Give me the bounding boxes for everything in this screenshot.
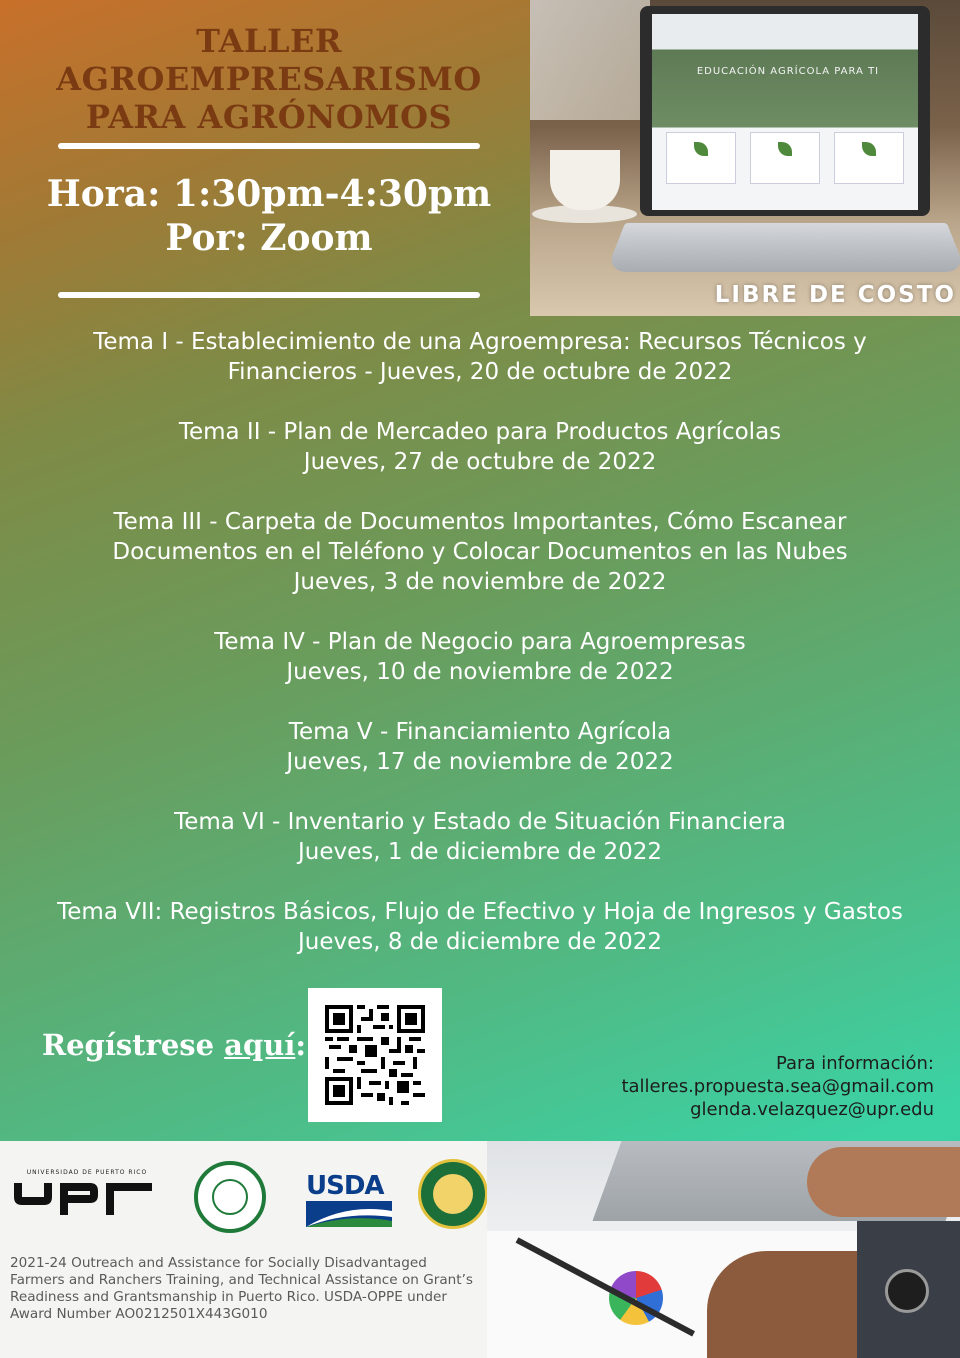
screen-heading: EDUCACIÓN AGRÍCOLA PARA TI xyxy=(696,66,880,77)
usda-field-icon xyxy=(306,1201,392,1227)
grant-text: 2021-24 Outreach and Assistance for Socially Disadvantaged Farmers and Ranchers Training, and Technical Assistance on Grant’s Readiness and Grantsmanship in Puerto Rico. USDA-OPPE under Award Number AO0212501X443G010 xyxy=(10,1255,474,1322)
typing-hand xyxy=(807,1147,960,1217)
topic-line: Tema I - Establecimiento de una Agroempresa: Recursos Técnicos y xyxy=(93,329,867,355)
contact-heading: Para información: xyxy=(775,1053,934,1074)
free-badge: LIBRE DE COSTO xyxy=(714,282,956,308)
title-line-3: PARA AGRÓNOMOS xyxy=(85,98,453,136)
topic-line: Jueves, 8 de diciembre de 2022 xyxy=(297,929,663,955)
laptop-screen xyxy=(652,14,918,210)
register-colon: : xyxy=(295,1028,307,1062)
register-text: Regístrese xyxy=(42,1028,225,1062)
seal-inner-ring xyxy=(212,1179,248,1215)
contact-email-gmail[interactable]: talleres.propuesta.sea@gmail.com xyxy=(621,1076,934,1097)
topic-line: Jueves, 10 de noviembre de 2022 xyxy=(286,659,674,685)
topic-line: Financieros - Jueves, 20 de octubre de 2022 xyxy=(227,359,733,385)
screen-card xyxy=(666,132,736,184)
topic-line: Tema IV - Plan de Negocio para Agroempresas xyxy=(214,629,746,655)
contact-email-upr[interactable]: glenda.velazquez@upr.edu xyxy=(690,1099,934,1120)
topic-line: Jueves, 3 de noviembre de 2022 xyxy=(293,569,667,595)
footer-sponsors xyxy=(0,1141,487,1358)
upr-logo xyxy=(12,1169,162,1223)
topic-line: Tema III - Carpeta de Documentos Importantes, Cómo Escanear xyxy=(113,509,847,535)
topic-line: Tema VI - Inventario y Estado de Situación Financiera xyxy=(174,809,786,835)
wristwatch-icon xyxy=(885,1269,929,1313)
topic-item xyxy=(0,417,960,477)
window-light xyxy=(530,0,650,120)
workshop-title xyxy=(30,22,508,136)
contact-info xyxy=(621,1052,934,1121)
topic-line: Tema VII: Registros Básicos, Flujo de Efectivo y Hoja de Ingresos y Gastos xyxy=(57,899,903,925)
session-info xyxy=(30,172,508,260)
title-line-1: TALLER xyxy=(196,22,342,60)
screen-card xyxy=(750,132,820,184)
upr-caption: UNIVERSIDAD DE PUERTO RICO xyxy=(26,1169,148,1176)
title-line-2: AGROEMPRESARISMO xyxy=(56,60,482,98)
coffee-cup-icon xyxy=(550,150,620,210)
session-time: Hora: 1:30pm-4:30pm xyxy=(46,173,492,215)
topic-item xyxy=(0,627,960,687)
colegio-agronomos-seal-icon xyxy=(418,1159,488,1229)
session-platform: Por: Zoom xyxy=(165,217,373,259)
topic-line: Documentos en el Teléfono y Colocar Documentos en las Nubes xyxy=(112,539,848,565)
topic-line: Jueves, 27 de octubre de 2022 xyxy=(303,449,657,475)
topic-line: Tema II - Plan de Mercadeo para Productos Agrícolas xyxy=(178,419,782,445)
finance-photo xyxy=(487,1141,960,1358)
topic-item xyxy=(0,507,960,597)
topic-item xyxy=(0,897,960,957)
topic-line: Jueves, 17 de noviembre de 2022 xyxy=(286,749,674,775)
usda-text: USDA xyxy=(306,1171,384,1201)
screen-card xyxy=(834,132,904,184)
topic-item xyxy=(0,717,960,777)
registration-qr-code[interactable] xyxy=(308,988,442,1122)
topics-list xyxy=(0,327,960,987)
register-label xyxy=(42,1028,306,1062)
usda-logo xyxy=(306,1171,392,1229)
laptop-photo xyxy=(530,0,960,316)
divider-bottom xyxy=(58,292,480,298)
divider-top xyxy=(58,143,480,149)
topic-line: Jueves, 1 de diciembre de 2022 xyxy=(297,839,663,865)
laptop-keyboard xyxy=(606,223,960,272)
register-link[interactable]: aquí xyxy=(224,1028,296,1062)
topic-line: Tema V - Financiamiento Agrícola xyxy=(288,719,672,745)
rum-seal-icon xyxy=(194,1161,266,1233)
seal-inner-ring xyxy=(433,1174,473,1214)
topic-item xyxy=(0,327,960,387)
topic-item xyxy=(0,807,960,867)
upr-wordmark-icon xyxy=(12,1179,162,1219)
qr-code-icon xyxy=(325,1005,425,1105)
